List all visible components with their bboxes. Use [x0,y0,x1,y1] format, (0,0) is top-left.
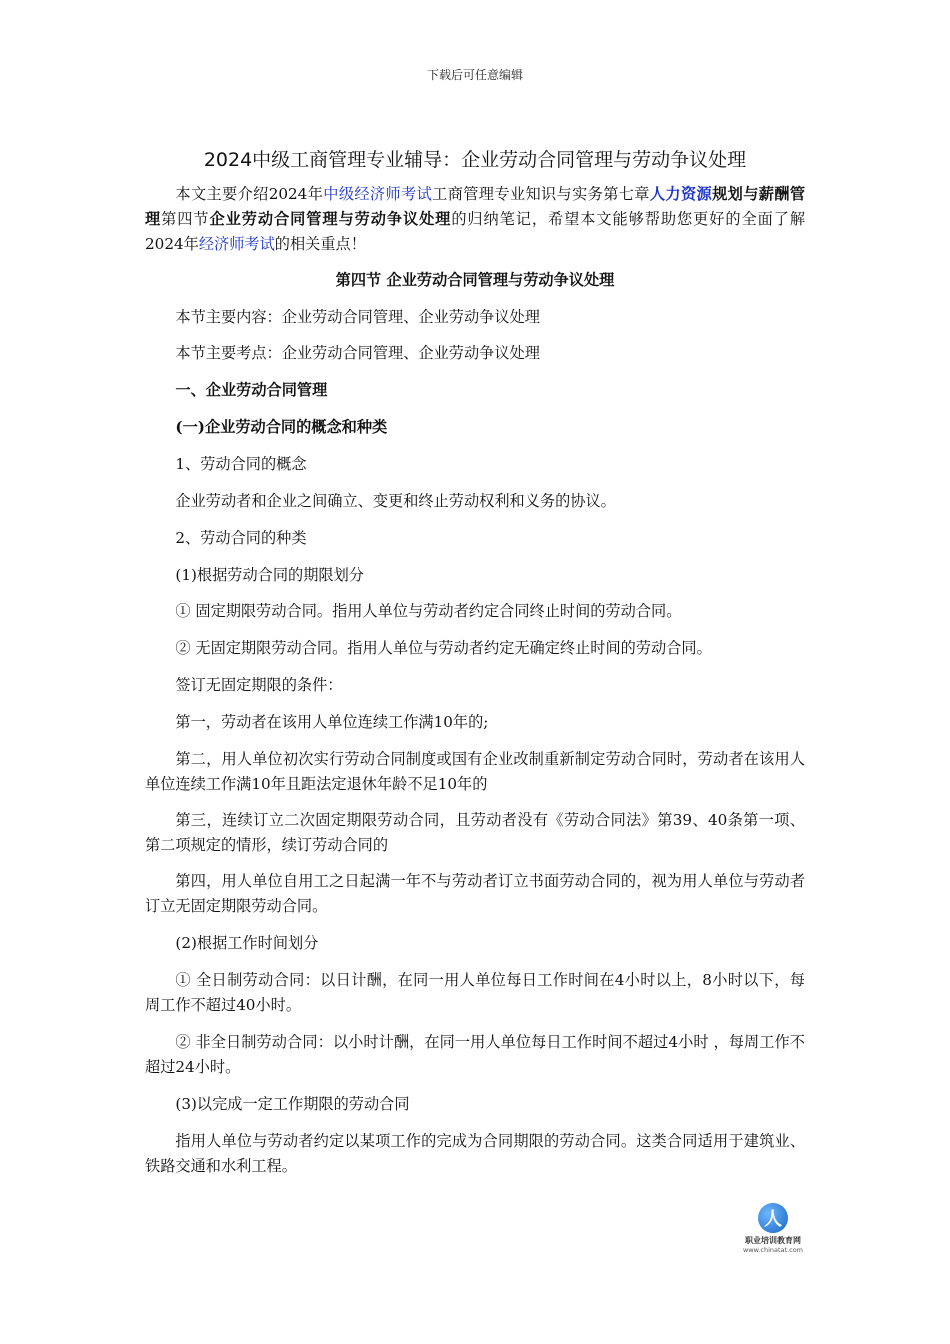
link-human-resources[interactable]: 人力资源 [649,185,713,203]
intro-bold: 规划与薪酬管理 [145,185,806,228]
logo-person-icon [758,1203,788,1233]
paragraph: ② 无固定期限劳动合同。指用人单位与劳动者约定无确定终止时间的劳动合同。 [175,639,712,657]
page-header-note: 下载后可任意编辑 [426,68,523,82]
link-economist-exam[interactable]: 经济师考试 [198,235,275,253]
logo-glyph: 人 [764,1209,782,1230]
paragraph: 1、劳动合同的概念 [175,455,307,473]
intro-text: 本文主要介绍2024年 [175,185,324,203]
intro-bold: 企业劳动合同管理与劳动争议处理 [209,210,452,228]
paragraph: 指用人单位与劳动者约定以某项工作的完成为合同期限的劳动合同。这类合同适用于建筑业、铁路交通和水利工程。 [145,1132,805,1175]
heading-2: (一)企业劳动合同的概念和种类 [175,418,388,436]
paragraph: ① 固定期限劳动合同。指用人单位与劳动者约定合同终止时间的劳动合同。 [175,602,682,620]
heading-1: 一、企业劳动合同管理 [175,381,328,399]
paragraph: 第一，劳动者在该用人单位连续工作满10年的; [175,713,489,731]
paragraph: (1)根据劳动合同的期限划分 [175,566,364,584]
logo-name: 职业培训教育网 [745,1236,801,1245]
paragraph: (2)根据工作时间划分 [175,934,319,952]
paragraph: 企业劳动者和企业之间确立、变更和终止劳动权利和义务的协议。 [175,492,616,510]
intro-text: 的归纳笔记，希望本文能够帮助您更好的全面了解2024年 [145,210,806,253]
intro-text: 的相关重点！ [274,235,366,253]
paragraph: 第二，用人单位初次实行劳动合同制度或国有企业改制重新制定劳动合同时，劳动者在该用人单位连续工作满10年且距法定退休年龄不足10年的 [145,750,805,793]
paragraph: 本节主要内容：企业劳动合同管理、企业劳动争议处理 [175,308,540,326]
chinatat-logo [738,1203,808,1254]
paragraph: ② 非全日制劳动合同：以小时计酬，在同一用人单位每日工作时间不超过4小时 ，每周工作不超过24小时。 [145,1033,805,1076]
paragraph: ① 全日制劳动合同：以日计酬，在同一用人单位每日工作时间在4小时以上，8小时以下，每周工作不超过40小时。 [145,971,805,1014]
logo-url: www.chinatat.com [742,1246,804,1254]
paragraph: 第三，连续订立二次固定期限劳动合同，且劳动者没有《劳动合同法》第39、40条第一项、第二项规定的情形，续订劳动合同的 [145,811,805,854]
paragraph: 签订无固定期限的条件： [175,676,343,694]
intro-text: 工商管理专业知识与实务第七章 [432,185,650,203]
paragraph: 本节主要考点：企业劳动合同管理、企业劳动争议处理 [175,344,540,362]
intro-paragraph [145,182,805,257]
section-heading: 第四节 企业劳动合同管理与劳动争议处理 [335,271,615,289]
link-intermediate-economist-exam[interactable]: 中级经济师考试 [323,185,433,203]
intro-text: 第四节 [161,210,210,228]
paragraph: 第四，用人单位自用工之日起满一年不与劳动者订立书面劳动合同的，视为用人单位与劳动者订立无固定期限劳动合同。 [145,872,805,915]
document-title: 2024中级工商管理专业辅导：企业劳动合同管理与劳动争议处理 [203,149,747,171]
paragraph: 2、劳动合同的种类 [175,529,307,547]
paragraph: (3)以完成一定工作期限的劳动合同 [175,1095,410,1113]
